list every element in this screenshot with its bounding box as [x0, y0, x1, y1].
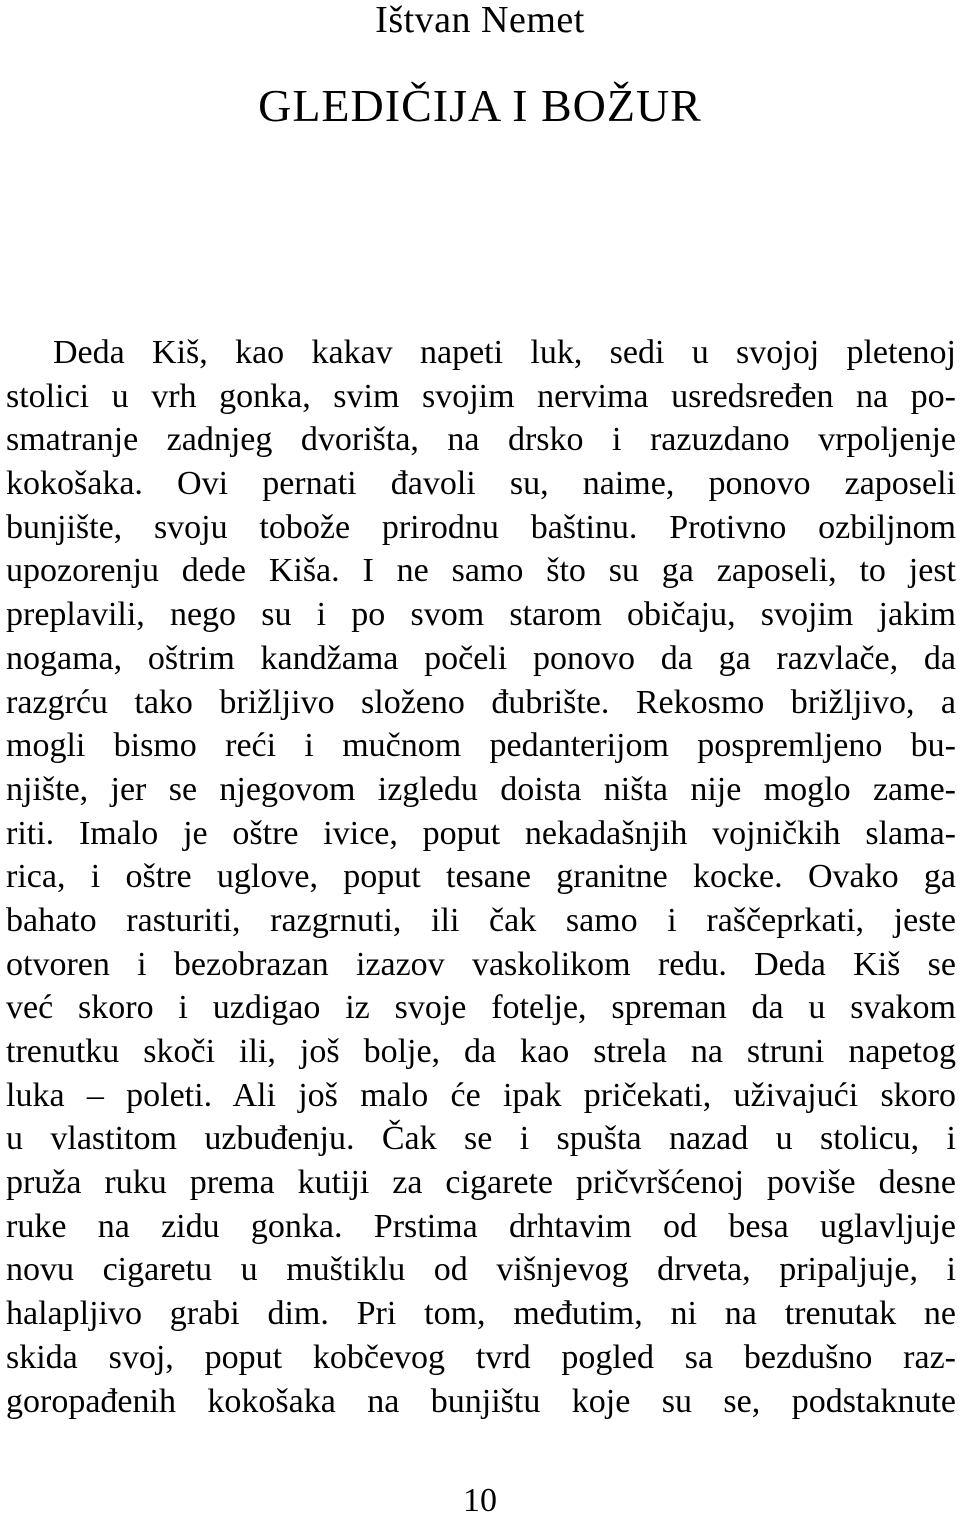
text-line: bahato rasturiti, razgrnuti, ili čak samo i raščeprkati, jeste	[6, 901, 956, 939]
text-line: goropađenih kokošaka na bunjištu koje su se, podstaknute	[6, 1382, 956, 1420]
text-line: ruke na zidu gonka. Prstima drhtavim od besa uglavljuje	[6, 1207, 956, 1245]
author-name: Ištvan Nemet	[375, 0, 585, 41]
text-line: nogama, oštrim kandžama počeli ponovo da ga razvlače, da	[6, 639, 956, 677]
text-line: bunjište, svoju tobože prirodnu baštinu. Protivno ozbiljnom	[6, 508, 956, 546]
text-line: pruža ruku prema kutiji za cigarete pričvršćenoj poviše desne	[6, 1164, 956, 1202]
text-line: u vlastitom uzbuđenju. Čak se i spušta nazad u stolicu, i	[6, 1120, 956, 1158]
text-line: skida svoj, poput kobčevog tvrd pogled sa bezdušno raz-	[6, 1338, 956, 1376]
text-line: rica, i oštre uglove, poput tesane granitne kocke. Ovako ga	[6, 858, 956, 896]
text-line: upozorenju dede Kiša. I ne samo što su ga zaposeli, to jest	[6, 552, 956, 590]
body-text	[6, 331, 956, 1423]
text-line: halapljivo grabi dim. Pri tom, međutim, ni na trenutak ne	[6, 1295, 956, 1333]
text-line: razgrću tako brižljivo složeno đubrište. Rekosmo brižljivo, a	[6, 683, 956, 721]
text-line: mogli bismo reći i mučnom pedanterijom pospremljeno bu-	[6, 727, 956, 765]
text-line: već skoro i uzdigao iz svoje fotelje, spreman da u svakom	[6, 989, 956, 1027]
text-line: preplavili, nego su i po svom starom običaju, svojim jakim	[6, 596, 956, 634]
text-line: riti. Imalo je oštre ivice, poput nekadašnjih vojničkih slama-	[6, 814, 956, 852]
text-line: smatranje zadnjeg dvorišta, na drsko i razuzdano vrpoljenje	[6, 421, 956, 459]
text-line: trenutku skoči ili, još bolje, da kao strela na struni napetog	[6, 1033, 956, 1070]
text-line: njište, jer se njegovom izgledu doista ništa nije moglo zame-	[6, 770, 956, 808]
text-line: luka – poleti. Ali još malo će ipak pričekati, uživajući skoro	[6, 1076, 956, 1114]
text-line: kokošaka. Ovi pernati đavoli su, naime, ponovo zaposeli	[6, 465, 956, 503]
text-line: novu cigaretu u muštiklu od višnjevog drveta, pripaljuje, i	[6, 1251, 956, 1289]
text-line: otvoren i bezobrazan izazov vaskolikom redu. Deda Kiš se	[6, 945, 956, 983]
page-number: 10	[463, 1482, 497, 1519]
text-line: Deda Kiš, kao kakav napeti luk, sedi u svojoj pletenoj	[53, 334, 956, 371]
story-title: GLEDIČIJA I BOŽUR	[258, 80, 702, 131]
text-line: stolici u vrh gonka, svim svojim nervima usredsređen na po-	[6, 377, 956, 415]
